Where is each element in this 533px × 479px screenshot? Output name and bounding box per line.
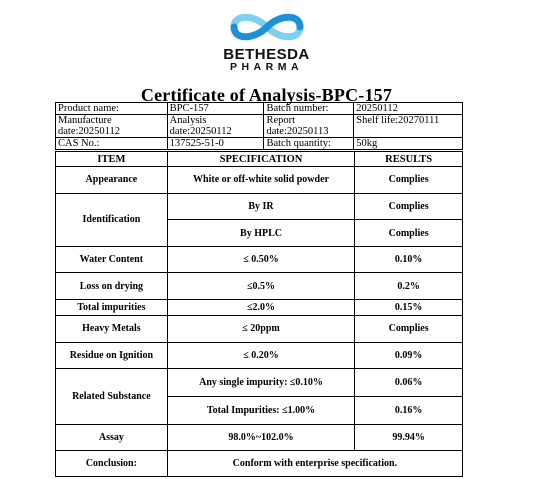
table-row: [56, 424, 463, 451]
row-specification: ≤0.5%: [167, 273, 355, 300]
header-specification: SPECIFICATION: [167, 152, 355, 167]
brand-name: BETHESDA: [223, 46, 310, 63]
brand-subname: PHARMA: [229, 61, 304, 73]
conclusion-text: Conform with enterprise specification.: [167, 451, 462, 477]
table-row: [56, 300, 463, 316]
row-item: Residue on Ignition: [56, 342, 168, 369]
product-name-label: Product name:: [56, 103, 168, 115]
cas-value: 137525-51-0: [167, 138, 264, 150]
row-item: Total impurities: [56, 300, 168, 316]
row-result: 99.94%: [355, 424, 463, 451]
header-item: ITEM: [56, 152, 168, 167]
row-item: Water Content: [56, 246, 168, 273]
row-result: 0.15%: [355, 300, 463, 316]
batch-quantity-label: Batch quantity:: [264, 138, 354, 150]
info-row: [56, 115, 463, 138]
header-results: RESULTS: [355, 152, 463, 167]
product-name-value: BPC-157: [167, 103, 264, 115]
row-item: Identification: [56, 193, 168, 246]
infinity-ribbon-logo-icon: [230, 10, 304, 44]
analysis-date: Analysis date:20250112: [167, 115, 264, 138]
row-item: Related Substance: [56, 369, 168, 425]
row-specification: Any single impurity: ≤0.10%: [167, 369, 355, 397]
row-result: Complies: [355, 193, 463, 220]
row-specification: ≤ 0.50%: [167, 246, 355, 273]
row-item: Assay: [56, 424, 168, 451]
conclusion-label: Conclusion:: [56, 451, 168, 477]
table-row: [56, 167, 463, 194]
document-title: Certificate of Analysis-BPC-157: [140, 85, 393, 105]
row-item: Appearance: [56, 167, 168, 194]
shelf-life: Shelf life:20270111: [354, 115, 463, 138]
table-header-row: [56, 152, 463, 167]
row-result: 0.06%: [355, 369, 463, 397]
row-result: 0.2%: [355, 273, 463, 300]
row-specification: By IR: [167, 193, 355, 220]
row-result: 0.16%: [355, 397, 463, 425]
table-row: [56, 369, 463, 397]
row-result: Complies: [355, 316, 463, 343]
table-row: [56, 246, 463, 273]
batch-number-value: 20250112: [354, 103, 463, 115]
manufacture-date: Manufacture date:20250112: [56, 115, 168, 138]
table-row: [56, 316, 463, 343]
row-result: 0.09%: [355, 342, 463, 369]
row-specification: By HPLC: [167, 220, 355, 247]
batch-number-label: Batch number:: [264, 103, 354, 115]
row-specification: Total Impurities: ≤1.00%: [167, 397, 355, 425]
row-item: Loss on drying: [56, 273, 168, 300]
row-specification: ≤ 0.20%: [167, 342, 355, 369]
info-row: [56, 103, 463, 115]
report-date: Report date:20250113: [264, 115, 354, 138]
cas-label: CAS No.:: [56, 138, 168, 150]
product-info-table: [55, 102, 463, 150]
row-result: Complies: [355, 167, 463, 194]
conclusion-row: [56, 451, 463, 477]
table-row: [56, 342, 463, 369]
row-item: Heavy Metals: [56, 316, 168, 343]
row-specification: ≤ 20ppm: [167, 316, 355, 343]
row-result: 0.10%: [355, 246, 463, 273]
info-row: [56, 138, 463, 150]
table-row: [56, 193, 463, 220]
row-specification: ≤2.0%: [167, 300, 355, 316]
table-row: [56, 273, 463, 300]
batch-quantity-value: 50kg: [354, 138, 463, 150]
company-logo: [0, 0, 533, 80]
analysis-table: [55, 151, 463, 477]
row-specification: White or off-white solid powder: [167, 167, 355, 194]
row-specification: 98.0%~102.0%: [167, 424, 355, 451]
row-result: Complies: [355, 220, 463, 247]
